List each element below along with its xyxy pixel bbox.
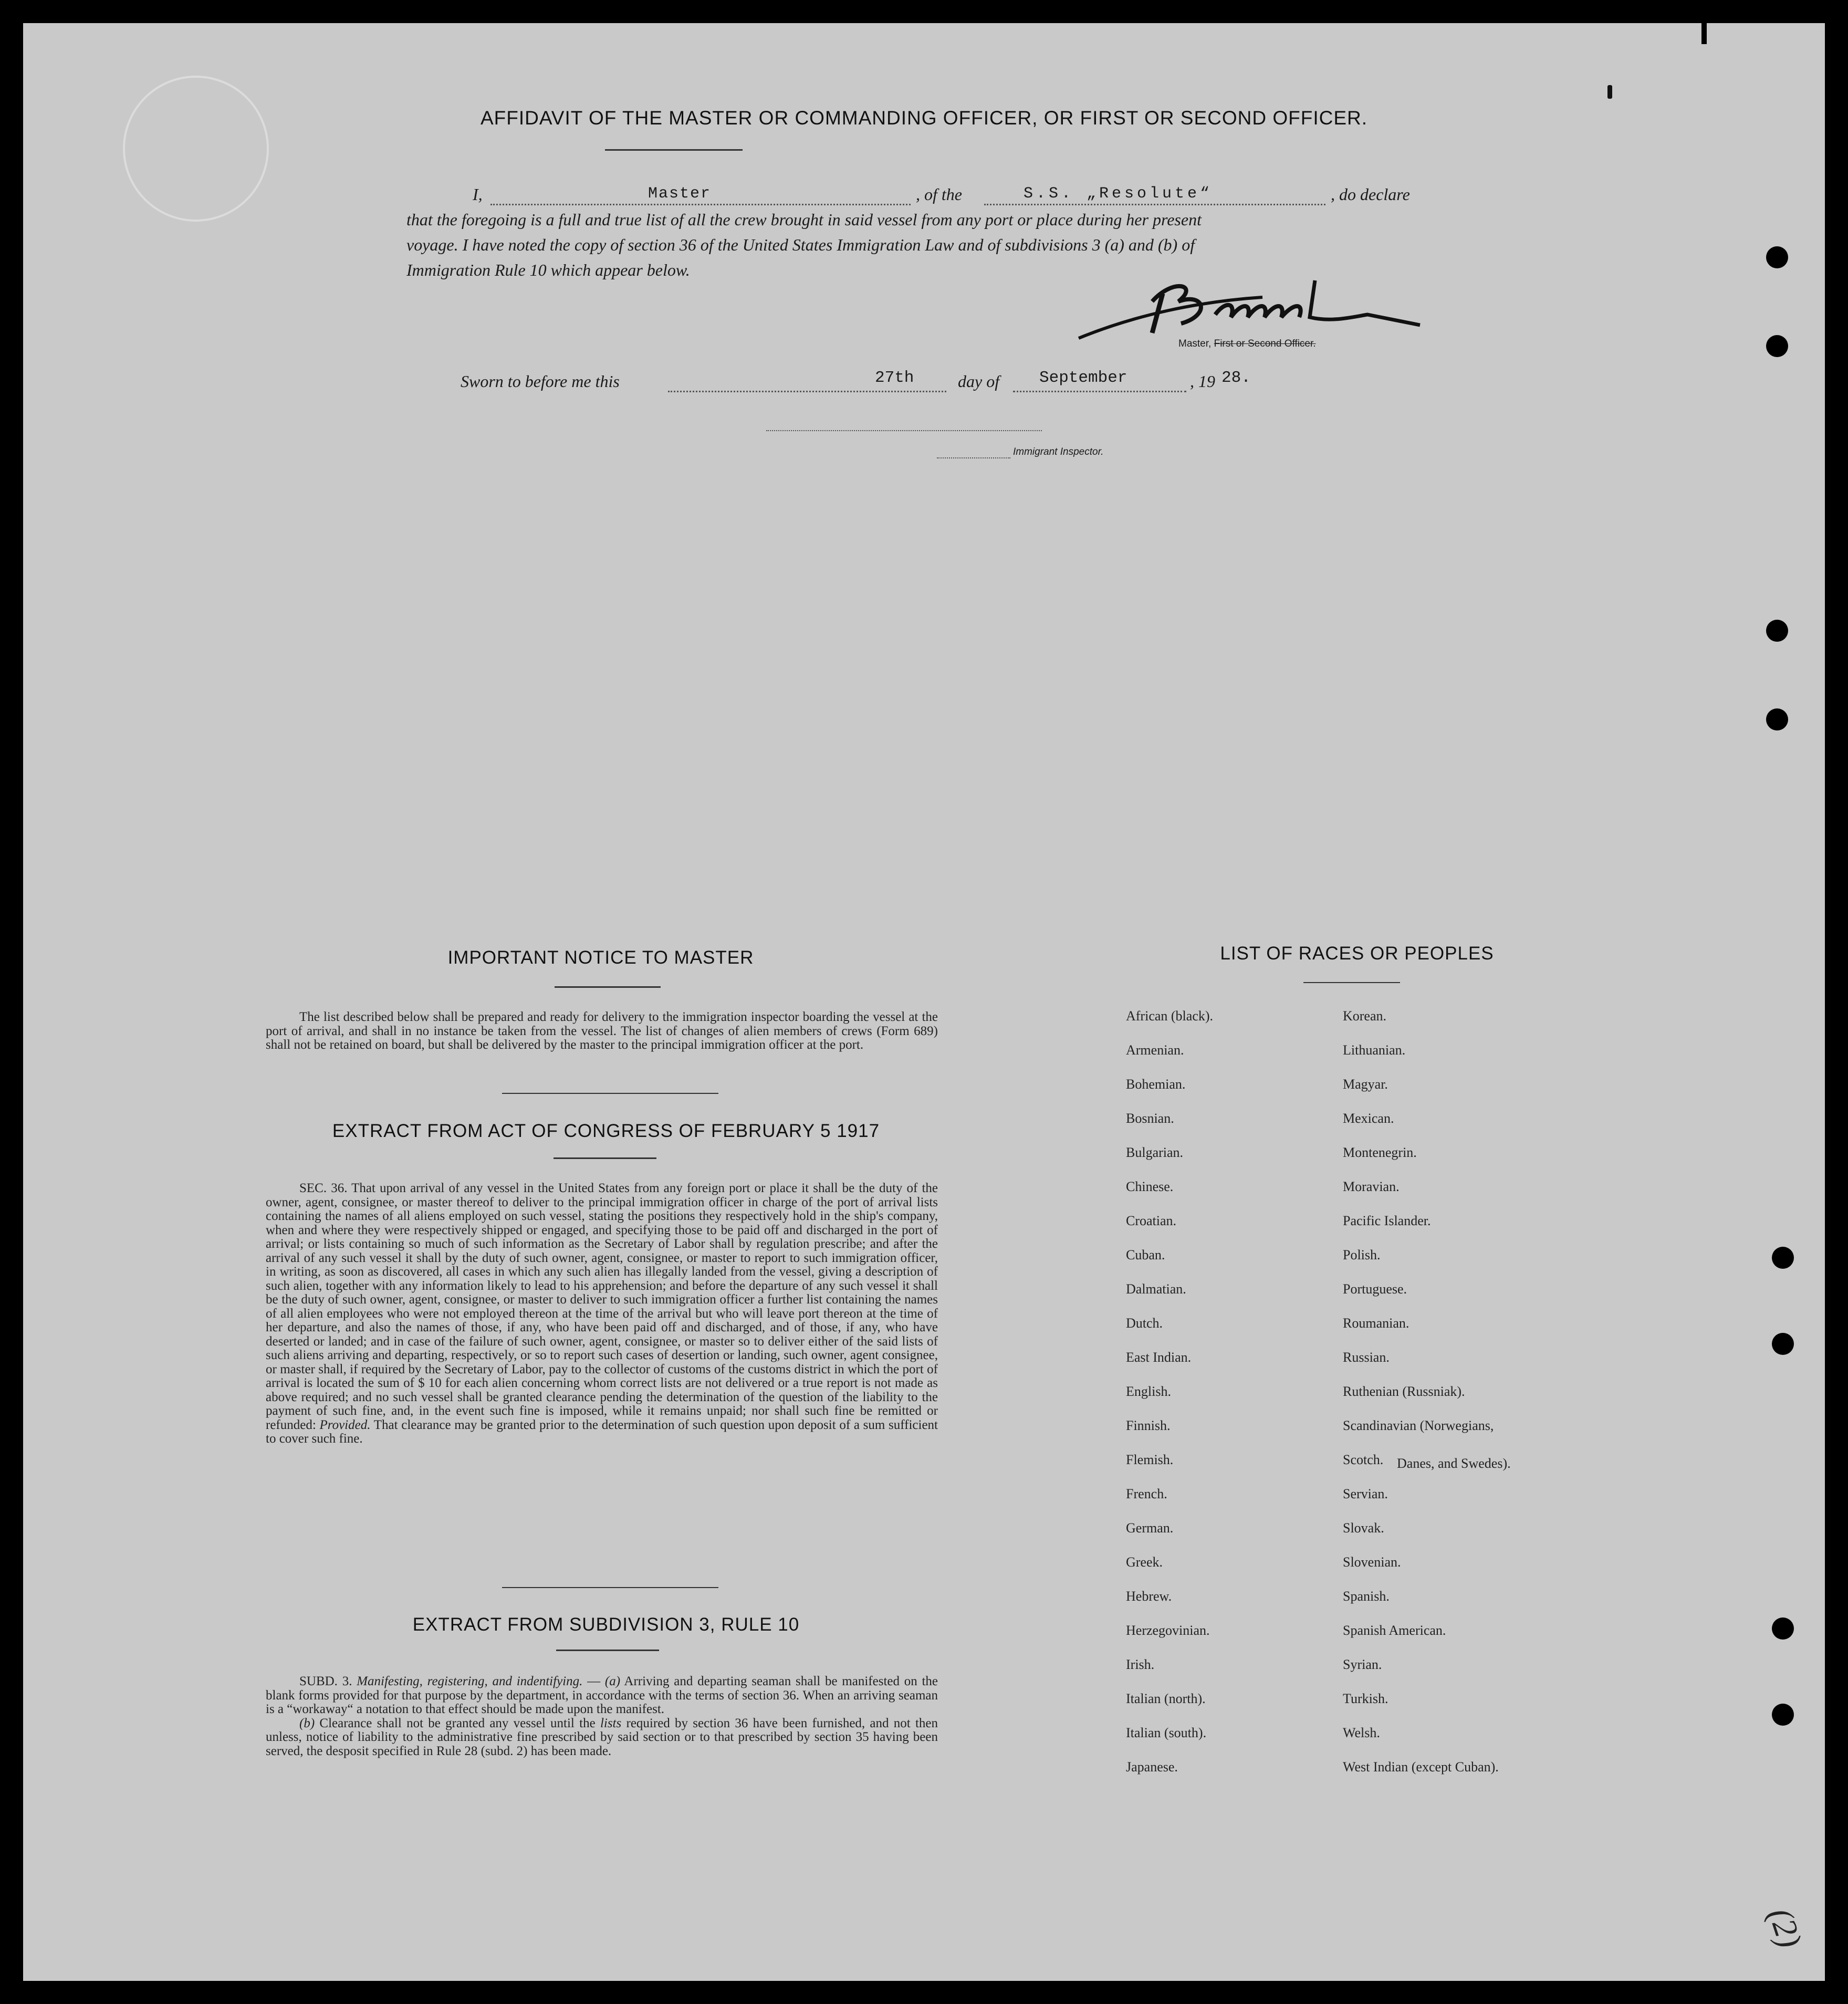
race-item: Finnish. xyxy=(1126,1418,1171,1433)
race-item: Irish. xyxy=(1126,1657,1155,1672)
punch-hole xyxy=(1766,246,1788,268)
margin-note: (2) xyxy=(1761,1903,1810,1953)
race-item: Mexican. xyxy=(1343,1111,1394,1126)
sworn-day: 27th xyxy=(875,369,914,387)
caption-master: Master, xyxy=(1178,338,1212,349)
race-item: East Indian. xyxy=(1126,1350,1192,1365)
race-item: West Indian (except Cuban). xyxy=(1343,1759,1499,1775)
race-item: Polish. xyxy=(1343,1247,1381,1262)
sworn-year: 28. xyxy=(1221,369,1251,387)
race-item: Turkish. xyxy=(1343,1691,1388,1706)
race-item: Slovenian. xyxy=(1343,1554,1401,1570)
act-heading: EXTRACT FROM ACT OF CONGRESS OF FEBRUARY 5 1917 xyxy=(332,1121,880,1141)
race-item: Japanese. xyxy=(1126,1759,1178,1775)
race-item: Hebrew. xyxy=(1126,1589,1172,1604)
race-item: Dutch. xyxy=(1126,1316,1163,1331)
race-item: Spanish American. xyxy=(1343,1623,1446,1638)
ink-mark xyxy=(1607,85,1612,99)
race-item: Roumanian. xyxy=(1343,1316,1410,1331)
race-item: Herzegovinian. xyxy=(1126,1623,1210,1638)
notice-underline xyxy=(555,986,661,988)
act-underline xyxy=(554,1157,656,1159)
races-underline xyxy=(1303,982,1400,983)
inspector-signature-line xyxy=(766,430,1042,431)
race-item: Ruthenian (Russniak). xyxy=(1343,1384,1465,1399)
month-fill-line xyxy=(1013,391,1186,392)
punch-hole xyxy=(1772,1704,1794,1726)
race-item: Korean. xyxy=(1343,1008,1387,1024)
name-fill: Master xyxy=(648,185,712,203)
race-item: Spanish. xyxy=(1343,1589,1390,1604)
race-item: Montenegrin. xyxy=(1343,1145,1417,1160)
inspector-caption: Immigrant Inspector. xyxy=(1013,446,1104,457)
race-item: Scandinavian (Norwegians, xyxy=(1343,1418,1494,1433)
ink-mark xyxy=(1701,23,1707,44)
race-item: English. xyxy=(1126,1384,1171,1399)
punch-hole xyxy=(1772,1247,1794,1269)
notice-paragraph: The list described below shall be prepared and ready for delivery to the immigration inspector boarding the vessel at the port of arrival, and shall in no instance be taken from the vessel. The list of changes of alien members of crews (Form 689) shall not be retained on board, but shall be delivered by the master to the principal immigration officer at the port. xyxy=(266,1010,938,1052)
race-item: Scotch. xyxy=(1343,1452,1384,1467)
race-item: Bulgarian. xyxy=(1126,1145,1184,1160)
vessel-fill: S.S. „Resolute“ xyxy=(1024,185,1213,203)
notice-separator xyxy=(502,1093,718,1094)
race-item: Welsh. xyxy=(1343,1725,1380,1740)
declaration-line-2: that the foregoing is a full and true list of all the crew brought in said vessel from any port or place during her present xyxy=(406,210,1202,229)
race-item: Bosnian. xyxy=(1126,1111,1174,1126)
race-item: Lithuanian. xyxy=(1343,1042,1406,1058)
affidavit-heading: AFFIDAVIT OF THE MASTER OR COMMANDING OFFICER, OR FIRST OR SECOND OFFICER. xyxy=(480,107,1368,129)
races-heading: LIST OF RACES OR PEOPLES xyxy=(1220,943,1494,964)
race-item: Croatian. xyxy=(1126,1213,1177,1228)
race-item: Bohemian. xyxy=(1126,1077,1186,1092)
declaration-i: I, xyxy=(473,185,483,204)
rule-paragraph: SUBD. 3. Manifesting, registering, and indentifying. — (a) Arriving and departing seaman shall be manifested on the blank forms provided for that purpose by the department, in accordance with the terms of section 36. When an arriving seaman is a “workaway“ a notation to that effect should be made upon the manifest. (b) Clearance shall not be granted any vessel until the lists required by section 36 have been furnished, and not then unless, notice of liability to the administrative fine prescribed by said section or to that prescribed by section 35 having been served, the desposit specified in Rule 28 (subd. 2) has been made. xyxy=(266,1674,938,1758)
sworn-month: September xyxy=(1039,369,1127,387)
notice-heading: IMPORTANT NOTICE TO MASTER xyxy=(447,947,754,968)
race-item: Cuban. xyxy=(1126,1247,1165,1262)
punch-hole xyxy=(1772,1617,1794,1640)
punch-hole xyxy=(1766,708,1788,730)
race-item: Flemish. xyxy=(1126,1452,1174,1467)
master-signature xyxy=(1073,265,1441,343)
punch-hole xyxy=(1772,1333,1794,1355)
do-declare-text: , do declare xyxy=(1331,185,1410,204)
rule-heading: EXTRACT FROM SUBDIVISION 3, RULE 10 xyxy=(412,1614,800,1635)
race-item: Armenian. xyxy=(1126,1042,1184,1058)
race-scandinavian-continuation: Danes, and Swedes). xyxy=(1397,1456,1511,1471)
declaration-line-4: Immigration Rule 10 which appear below. xyxy=(406,260,690,279)
of-the-text: , of the xyxy=(916,185,962,204)
race-item: Portuguese. xyxy=(1343,1281,1407,1297)
punch-hole xyxy=(1766,620,1788,642)
race-item: Greek. xyxy=(1126,1554,1163,1570)
rule-underline xyxy=(556,1650,659,1651)
sworn-prefix: Sworn to before me this xyxy=(461,372,620,391)
race-item: Magyar. xyxy=(1343,1077,1388,1092)
race-item: Servian. xyxy=(1343,1486,1388,1501)
race-item: French. xyxy=(1126,1486,1167,1501)
signature-caption xyxy=(1178,338,1316,350)
race-item: Italian (north). xyxy=(1126,1691,1206,1706)
heading-underline xyxy=(605,149,743,151)
declaration-line-3: voyage. I have noted the copy of section 36 of the United States Immigration Law and of subdivisions 3 (a) and (b) of xyxy=(406,235,1195,254)
embossed-seal xyxy=(123,76,269,222)
race-item: Italian (south). xyxy=(1126,1725,1207,1740)
race-item: Syrian. xyxy=(1343,1657,1382,1672)
act-separator xyxy=(502,1587,718,1588)
race-item: German. xyxy=(1126,1520,1174,1536)
name-fill-line xyxy=(490,204,911,205)
sworn-year-prefix: , 19 xyxy=(1190,372,1215,391)
vessel-fill-line xyxy=(984,204,1325,205)
race-item: Moravian. xyxy=(1343,1179,1400,1194)
race-item: Russian. xyxy=(1343,1350,1390,1365)
inspector-caption-leader xyxy=(937,457,1010,458)
race-item: Chinese. xyxy=(1126,1179,1174,1194)
day-fill-line xyxy=(668,391,946,392)
document-page xyxy=(23,23,1825,1981)
sworn-day-of: day of xyxy=(958,372,1000,391)
race-item: Slovak. xyxy=(1343,1520,1384,1536)
race-item: African (black). xyxy=(1126,1008,1214,1024)
caption-struck-officer: First or Second Officer. xyxy=(1214,338,1316,349)
race-item: Pacific Islander. xyxy=(1343,1213,1431,1228)
race-item: Dalmatian. xyxy=(1126,1281,1186,1297)
punch-hole xyxy=(1766,335,1788,357)
act-paragraph: SEC. 36. That upon arrival of any vessel in the United States from any foreign port or place it shall be the duty of the owner, agent, consignee, or master thereof to deliver to the principal immigration officer in charge of the port of arrival lists containing the names of all aliens employed on such vessel, stating the positions they respectively hold in the ship's company, when and where they were respectively shipped or engaged, and specifying those to be paid off and discharged in the port of arrival; or lists containing so much of such information as the Secretary of Labor shall by regulation prescribe; and after the arrival of any such vessel it shall by the duty of such owner, agent, consignee, or master to report to such immigration officer, in writing, as soon as discovered, all cases in which any such alien has illegally landed from the vessel, giving a description of such alien, together with any information likely to lead to his apprehension; and before the departure of any such vessel it shall be the duty of such owner, agent, consignee, or master to deliver to such immigration officer a further list containing the names of all alien employees who were not employed thereon at the time of the arrival but who will leave port thereon at the time of her departure, and also the names of those, if any, who have been paid off and discharged, and of those, if any, who have deserted or landed; and in case of the failure of such owner, agent, consignee, or master so to deliver either of the said lists of such aliens arriving and departing, respectively, or so to report such cases of desertion or landing, such owner, agent consignee, or master shall, if required by the Secretary of Labor, pay to the collector of customs of the customs district in which the port of arrival is located the sum of $ 10 for each alien concerning whom correct lists are not delivered or a true report is not made as above required; and no such vessel shall be granted clearance pending the determination of the question of the liability to the payment of such fine, and, in the event such fine is imposed, while it remains unpaid; nor shall such fine be remitted or refunded: Provided. That clearance may be granted prior to the determination of such question upon deposit of a sum sufficient to cover such fine. xyxy=(266,1181,938,1446)
